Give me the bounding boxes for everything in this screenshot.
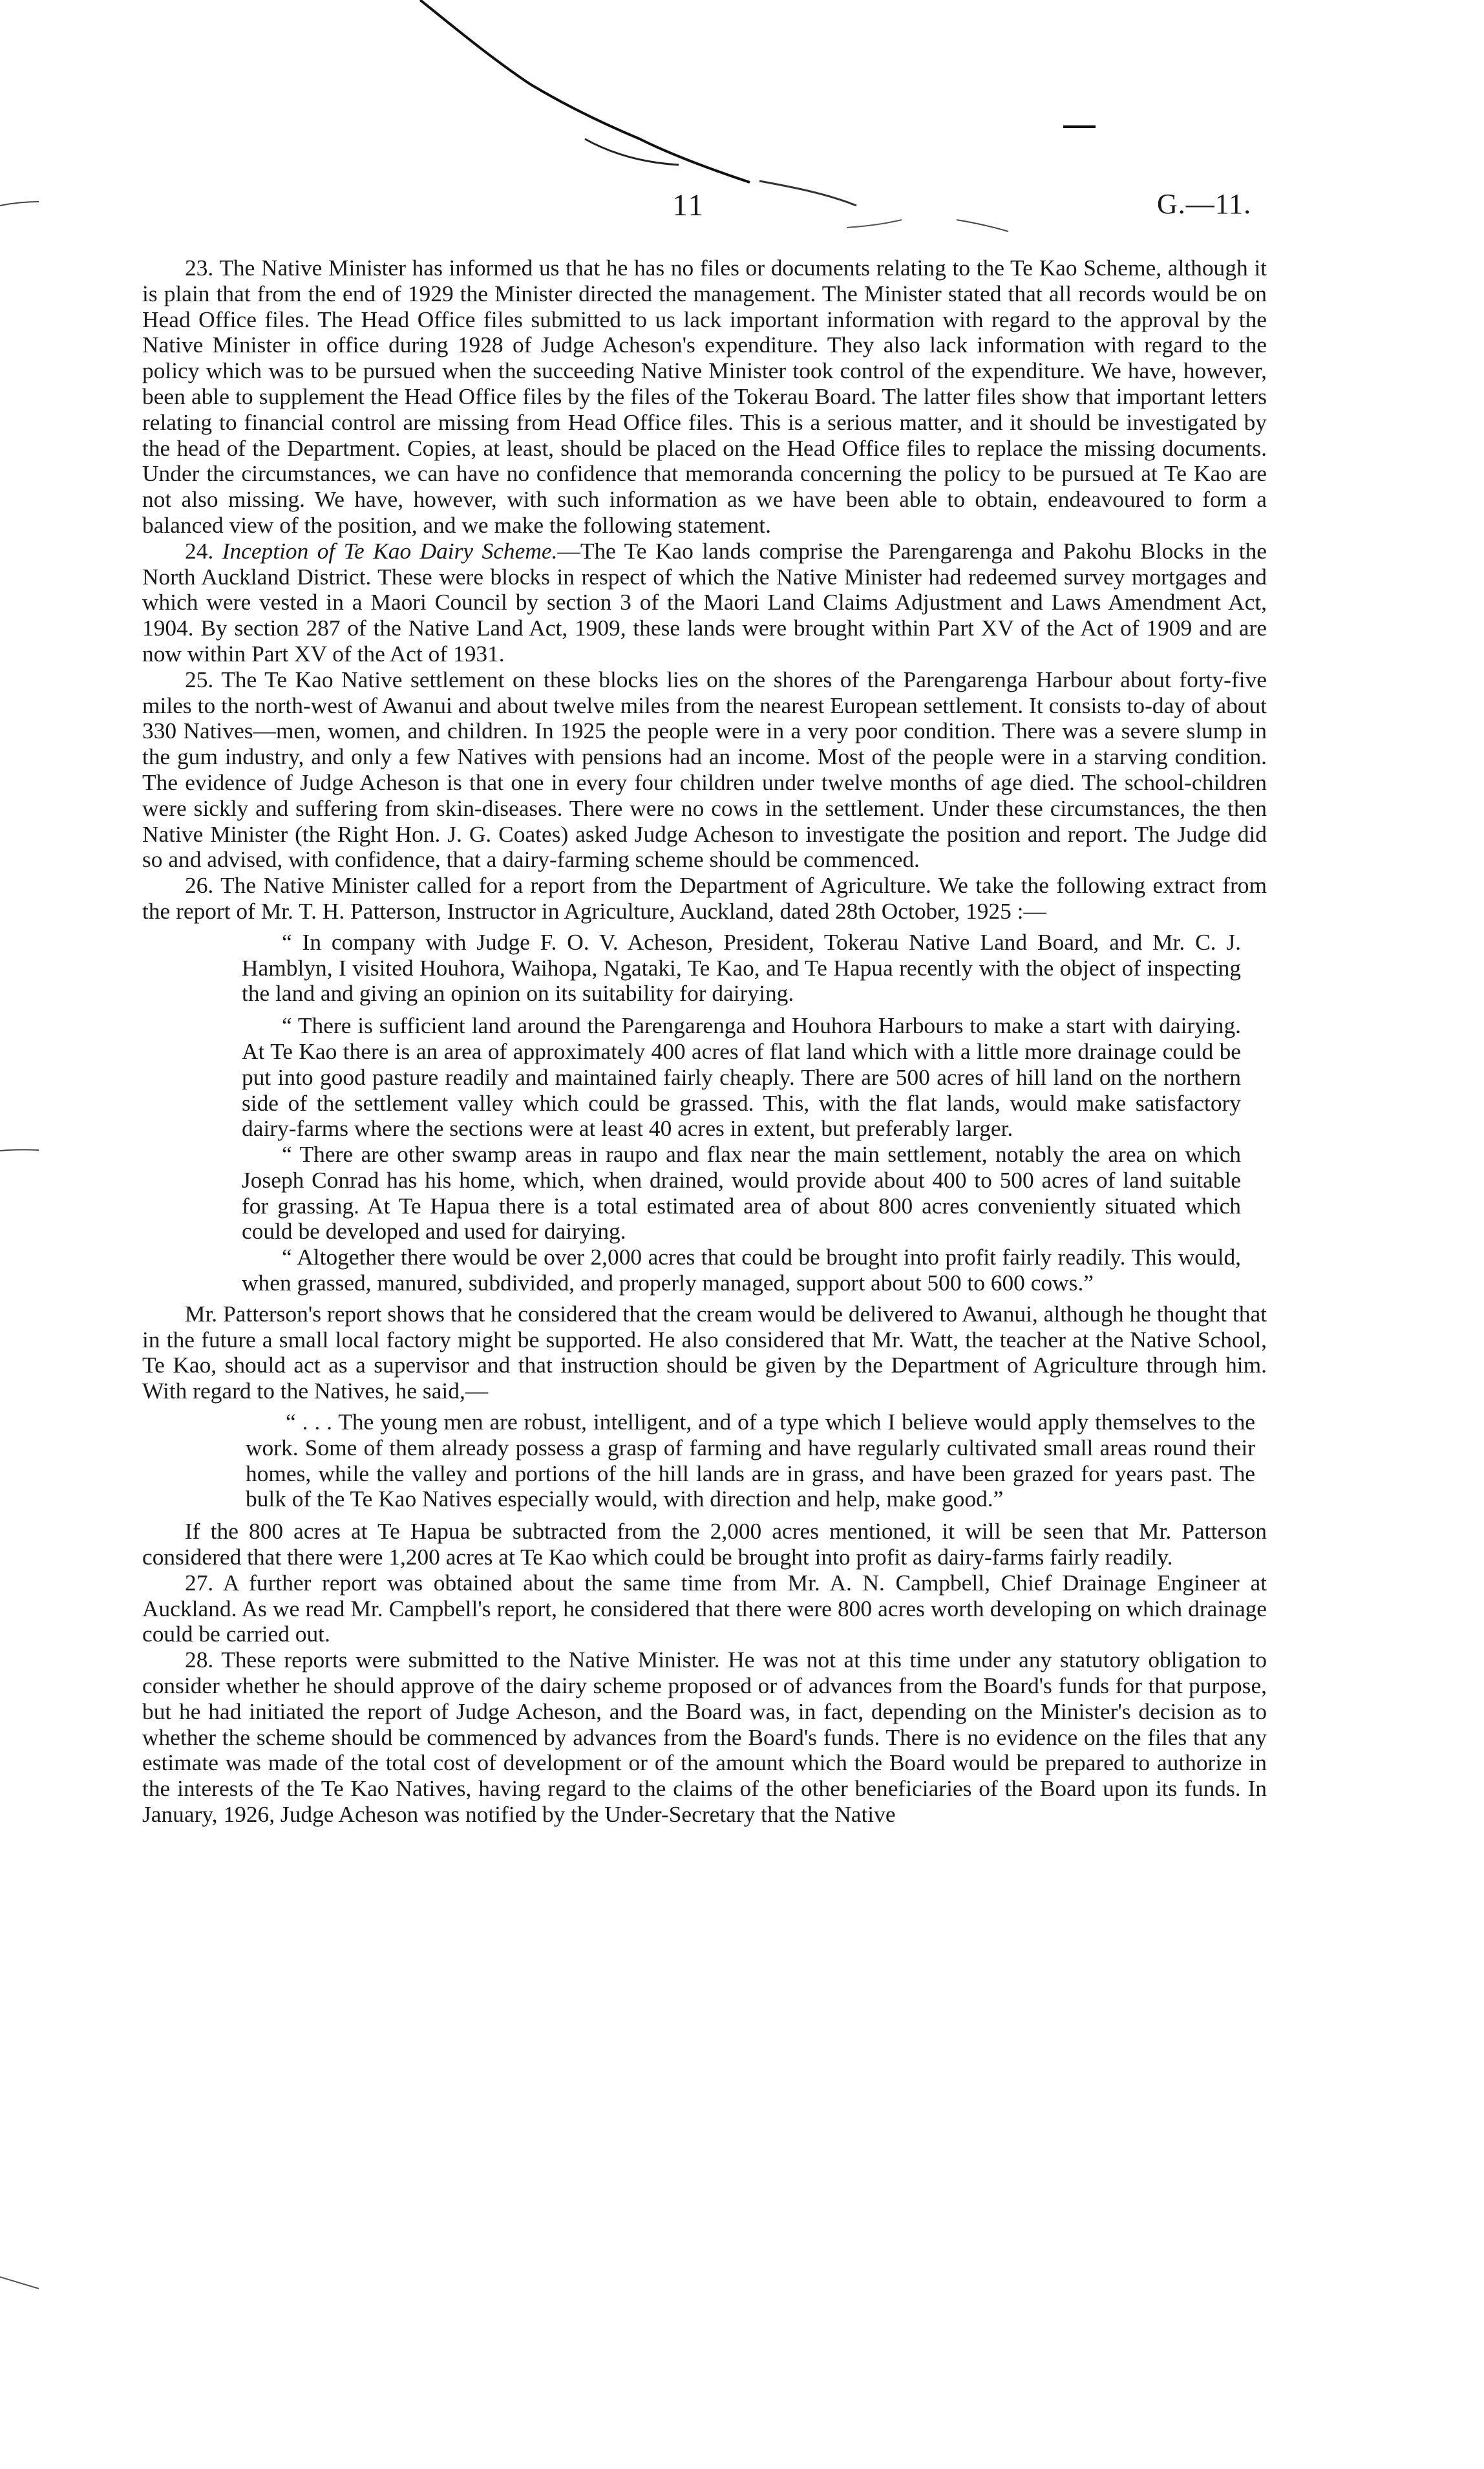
paragraph-text: These reports were submitted to the Native Minister. He was not at this time under any statutory obligation to consider whether he should approve of the dairy scheme proposed or of advances from the Board's funds for that purpose, but he had initiated the report of Judge Acheson, and the Board was, in fact, depending on the Minister's decision as to whether the scheme should be commenced by advances from the Board's funds. There is no evidence on the files that any estimate was made of the total cost of development or of the amount which the Board would be prepared to authorize in the interests of the Te Kao Natives, having regard to the claims of the other beneficiaries of the Board upon its funds. In January, 1926, Judge Acheson was notified by the Under-Secretary that the Native (142, 1647, 1267, 1828)
quote-paragraph: “ . . . The young men are robust, intelligent, and of a type which I believe would apply themselves to the work. Some of them already possess a grasp of farming and have regularly cultivated small areas round their homes, while the valley and portions of the hill lands are in grass, and have been grazed for years past. The bulk of the Te Kao Natives especially would, with direction and help, make good.” (246, 1409, 1255, 1512)
document-body (142, 255, 1267, 1828)
scan-artifact-stroke (420, 0, 750, 182)
page-header (0, 187, 1484, 239)
quote-paragraph: “ There is sufficient land around the Parengarenga and Houhora Harbours to make a start with dairying. At Te Kao there is an area of approximately 400 acres of flat land which with a little more drainage could be put into good pasture readily and maintained fairly cheaply. There are 500 acres of hill land on the northern side of the settlement valley which could be grassed. This, with the flat lands, would make satisfactory dairy-farms where the sections were at least 40 acres in extent, but preferably larger. (242, 1012, 1241, 1142)
paragraph-number: 23. (185, 255, 214, 281)
scan-artifact-stroke (0, 1149, 39, 1151)
paragraph-24 (142, 539, 1267, 667)
paragraph-text: The Native Minister called for a report from the Department of Agriculture. We take the following extract from the report of Mr. T. H. Patterson, Instructor in Agriculture, Auckland, dated 28th October, 1925 :— (142, 872, 1267, 924)
scan-artifact-stroke (585, 139, 679, 165)
quote-paragraph: “ In company with Judge F. O. V. Acheson, President, Tokerau Native Land Board, and Mr. C. J. Hamblyn, I visited Houhora, Waihopa, Ngataki, Te Kao, and Te Hapua recently with the object of inspecting the land and giving an opinion on its suitability for dairying. (242, 928, 1241, 1007)
quote-paragraph: “ There are other swamp areas in raupo and flax near the main settlement, notably the area on which Joseph Conrad has his home, which, when drained, would provide about 400 to 500 acres of land suitable for grassing. At Te Hapua there is a total estimated area of about 800 acres conveniently situated which could be developed and used for dairying. (242, 1141, 1241, 1245)
paragraph-23 (142, 255, 1267, 539)
paragraph-number: 24. (185, 537, 214, 564)
section-heading: Inception of Te Kao Dairy Scheme. (222, 537, 558, 564)
document-code: G.—11. (1157, 188, 1252, 220)
page-number: 11 (672, 188, 705, 222)
paragraph-number: 28. (185, 1647, 214, 1673)
quote-paragraph: “ Altogether there would be over 2,000 acres that could be brought into profit fairly readily. This would, when grassed, manured, subdivided, and properly managed, support about 500 to 600 cows.” (242, 1244, 1241, 1296)
paragraph-patterson: Mr. Patterson's report shows that he considered that the cream would be delivered to Awanui, although he thought that in the future a small local factory might be supported. He also considered that Mr. Watt, the teacher at the Native School, Te Kao, should act as a supervisor and that instruction should be given by the Department of Agriculture through him. With regard to the Natives, he said,— (142, 1300, 1267, 1404)
paragraph-25 (142, 667, 1267, 873)
paragraph-28 (142, 1647, 1267, 1828)
paragraph-text: The Te Kao Native settlement on these blocks lies on the shores of the Parengarenga Harbour about forty-five miles to the north-west of Awanui and about twelve miles from the nearest European settlement. It consists to-day of about 330 Natives—men, women, and children. In 1925 the people were in a very poor condition. There was a severe slump in the gum industry, and only a few Natives with pensions had an income. Most of the people were in a starving condition. The evidence of Judge Acheson is that one in every four children under twelve months of age died. The school-children were sickly and suffering from skin-diseases. There were no cows in the settlement. Under these circumstances, the then Native Minister (the Right Hon. J. G. Coates) asked Judge Acheson to investigate the position and report. The Judge did so and advised, with confidence, that a dairy-farming scheme should be commenced. (142, 666, 1267, 873)
paragraph-number: 27. (185, 1569, 214, 1596)
scan-artifact-stroke (0, 2277, 39, 2289)
paragraph-number: 25. (185, 666, 214, 692)
paragraph-text: The Native Minister has informed us that he has no files or documents relating to the Te Kao Scheme, although it is plain that from the end of 1929 the Minister directed the management. The Minister stated that all records would be on Head Office files. The Head Office files submitted to us lack important information with regard to the approval by the Native Minister in office during 1928 of Judge Acheson's expenditure. They also lack information with regard to the policy which was to be pursued when the succeeding Native Minister took control of the expenditure. We have, however, been able to supplement the Head Office files by the files of the Tokerau Board. The latter files show that important letters relating to financial control are missing from Head Office files. This is a serious matter, and it should be investigated by the head of the Department. Copies, at least, should be placed on the Head Office files to replace the missing documents. Under the circumstances, we can have no confidence that memoranda concerning the policy to be pursued at Te Kao are not also missing. We have, however, with such information as we have been able to obtain, endeavoured to form a balanced view of the position, and we make the following statement. (142, 255, 1267, 538)
paragraph-number: 26. (185, 872, 214, 899)
paragraph-text: A further report was obtained about the same time from Mr. A. N. Campbell, Chief Drainage Engineer at Auckland. As we read Mr. Campbell's report, he considered that there were 800 acres worth developing on which drainage could be carried out. (142, 1569, 1267, 1647)
paragraph-text: —The Te Kao lands comprise the Parengarenga and Pakohu Blocks in the North Auckland District. These were blocks in respect of which the Native Minister had redeemed survey mortgages and which were vested in a Maori Council by section 3 of the Maori Land Claims Adjustment and Laws Amendment Act, 1904. By section 287 of the Native Land Act, 1909, these lands were brought within Part XV of the Act of 1909 and are now within Part XV of the Act of 1931. (142, 537, 1267, 667)
paragraph-26 (142, 873, 1267, 925)
paragraph-hapua: If the 800 acres at Te Hapua be subtracted from the 2,000 acres mentioned, it will be seen that Mr. Patterson considered that there were 1,200 acres at Te Kao which could be brought into profit as dairy-farms fairly readily. (142, 1518, 1267, 1570)
paragraph-27 (142, 1570, 1267, 1647)
